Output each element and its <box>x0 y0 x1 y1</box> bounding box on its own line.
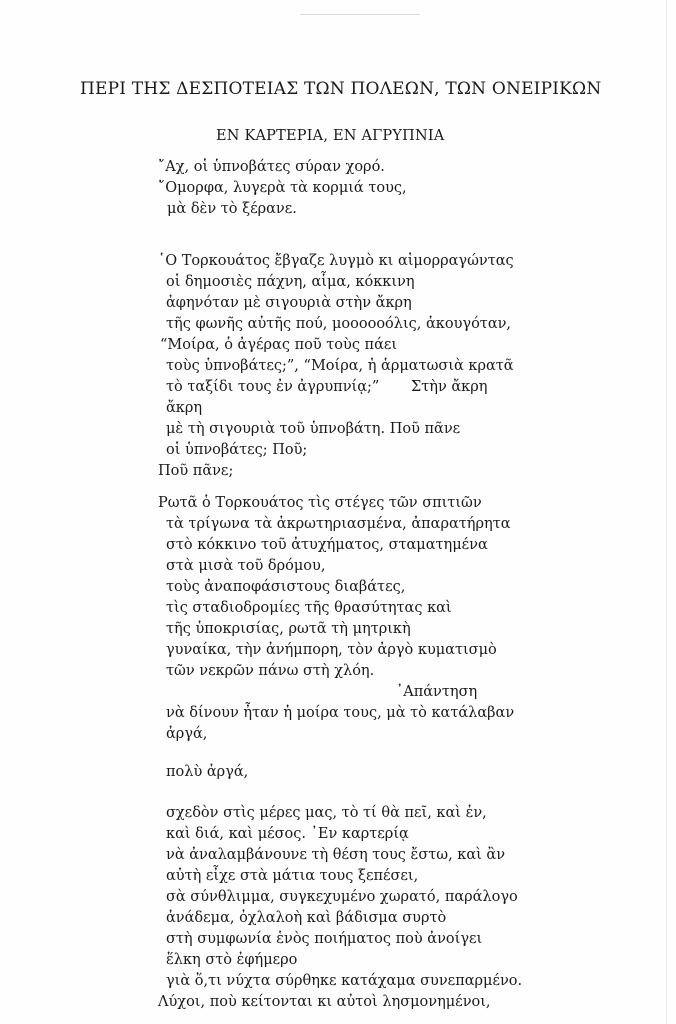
poem-line: τῆς ὑποκρισίας, ρωτᾶ τὴ μητρικὴ <box>166 621 411 637</box>
poem-line: νὰ δίνουν ἦταν ἡ μοίρα τους, μὰ τὸ κατάλαβαν <box>166 705 515 721</box>
poem-line: “Μοίρα, ὁ ἀγέρας ποῦ τοὺς πάει <box>160 337 398 353</box>
poem-subtitle: ΕΝ ΚΑΡΤΕΡΙΑ, ΕΝ ΑΓΡΥΠΝΙΑ <box>216 128 445 144</box>
poem-line: Ρωτᾶ ὁ Τορκουάτος τὶς στέγες τῶν σπιτιῶν <box>158 495 482 511</box>
poem-line: τῆς φωνῆς αὐτῆς πού, μοοοοοόλις, ἀκουγόταν, <box>166 316 512 332</box>
poem-line: πολὺ ἀργά, <box>166 764 249 780</box>
poem-line: ῎Αχ, οἱ ὑπνοβάτες σύραν χορό. <box>158 159 385 175</box>
poem-line: τοὺς ὑπνοβάτες;”, “Μοίρα, ἡ ἁρματωσιὰ κρατᾶ <box>166 358 514 374</box>
poem-line: στὰ μισὰ τοῦ δρόμου, <box>166 558 326 574</box>
poem-line: ᾿Απάντηση <box>396 684 478 700</box>
poem-line: ἕλκη στὸ ἐφήμερο <box>166 952 298 968</box>
poem-line: γιὰ ὅ,τι νύχτα σύρθηκε κατάχαμα συνεπαρμένο. <box>166 973 523 989</box>
poem-line: μὰ δὲν τὸ ξέρανε. <box>167 201 297 217</box>
poem-line: ῎Ομορφα, λυγερὰ τὰ κορμιά τους, <box>158 180 407 196</box>
poem-line: Λύχοι, ποὺ κείτονται κι αὐτοὶ λησμονημένοι, <box>158 994 491 1010</box>
poem-line: τὸ ταξίδι τους ἐν ἀγρυπνίᾳ;” <box>166 379 380 395</box>
poem-line: στὸ κόκκινο τοῦ ἀτυχήματος, σταματημένα <box>166 537 488 553</box>
poem-line: σὰ σύνθλιμμα, συγκεχυμένο χωρατό, παράλογο <box>166 889 518 905</box>
poem-line: τῶν νεκρῶν πάνω στὴ χλόη. <box>166 663 375 679</box>
poem-line: οἱ ὑπνοβάτες; Ποῦ; <box>166 442 308 458</box>
poem-line: οἱ δημοσιὲς πάχνη, αἷμα, κόκκινη <box>166 274 415 290</box>
poem-line: ἀργά, <box>166 726 208 742</box>
poem-line: ἀφηνόταν μὲ σιγουριὰ στὴν ἄκρη <box>166 295 412 311</box>
poem-title: ΠΕΡΙ ΤΗΣ ΔΕΣΠΟΤΕΙΑΣ ΤΩΝ ΠΟΛΕΩΝ, ΤΩΝ ΟΝΕΙΡΙΚΩΝ <box>80 79 602 99</box>
poem-line: γυναίκα, τὴν ἀνήμπορη, τὸν ἀργὸ κυματισμὸ <box>166 642 497 658</box>
poem-line: τὶς σταδιοδρομίες τῆς θρασύτητας καὶ <box>166 600 452 616</box>
poem-line: ἄκρη <box>166 400 203 416</box>
poem-line: νὰ ἀναλαμβάνουνε τὴ θέση τους ἔστω, καὶ ἂν <box>166 847 506 863</box>
poem-line: Ποῦ πᾶνε; <box>158 463 234 479</box>
poem-line: ῾Ο Τορκουάτος ἔβγαζε λυγμὸ κι αἱμορραγώντας <box>158 253 514 269</box>
poem-line: αὐτὴ εἶχε στὰ μάτια τους ξεπέσει, <box>166 868 419 884</box>
poem-line: μὲ τὴ σιγουριὰ τοῦ ὑπνοβάτη. Ποῦ πᾶνε <box>166 421 461 437</box>
poem-line: τοὺς ἀναποφάσιστους διαβάτες, <box>166 579 406 595</box>
poem-line: καὶ διά, καὶ μέσος. ᾿Εν καρτερίᾳ <box>166 826 409 842</box>
poem-line: ἀνάδεμα, ὀχλαλοὴ καὶ βάδισμα συρτὸ <box>166 910 447 926</box>
poem-line: Στὴν ἄκρη <box>411 379 488 395</box>
poem-line: σχεδὸν στὶς μέρες μας, τὸ τί θὰ πεῖ, καὶ ἐν, <box>166 805 487 821</box>
poem-line: τὰ τρίγωνα τὰ ἀκρωτηριασμένα, ἀπαρατήρητα <box>166 516 511 532</box>
poem-line: στὴ συμφωνία ἑνὸς ποιήματος ποὺ ἀνοίγει <box>166 931 483 947</box>
